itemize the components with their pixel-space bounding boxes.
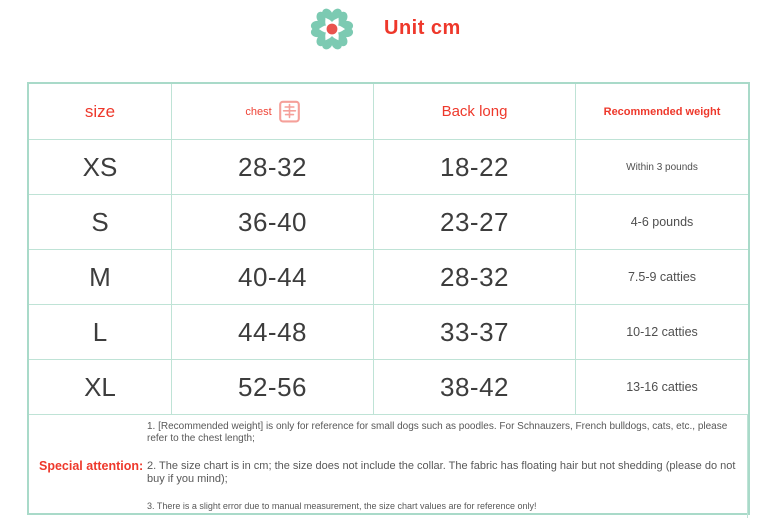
cell-size-s: S [29, 195, 172, 250]
cell-size-xs: XS [29, 140, 172, 195]
note-item-1: 1. [Recommended weight] is only for reference for small dogs such as poodles. For Schnauzers, French bulldogs, cats, etc., please refer to the chest length; [147, 421, 728, 444]
cell-chest-xs: 28-32 [172, 140, 374, 195]
special-attention-label: Special attention: [39, 459, 144, 474]
cell-weight-m: 7.5-9 catties [576, 250, 748, 305]
cell-back-l: 33-37 [374, 305, 576, 360]
cell-weight-xl: 13-16 catties [576, 360, 748, 415]
cell-weight-s: 4-6 pounds [576, 195, 748, 250]
cell-chest-s: 36-40 [172, 195, 374, 250]
col-header-back-long: Back long [374, 84, 576, 140]
cell-size-m: M [29, 250, 172, 305]
col-header-chest-label: chest [245, 105, 272, 118]
chest-girth-icon [279, 100, 300, 123]
unit-label: Unit cm [384, 17, 461, 39]
cell-size-l: L [29, 305, 172, 360]
title-bar [0, 0, 773, 60]
cell-back-s: 23-27 [374, 195, 576, 250]
flower-icon [308, 5, 356, 53]
cell-back-m: 28-32 [374, 250, 576, 305]
cell-size-xl: XL [29, 360, 172, 415]
col-header-recommended-weight: Recommended weight [576, 84, 748, 140]
col-header-size: size [29, 84, 172, 140]
special-attention-row [29, 415, 748, 518]
cell-back-xs: 18-22 [374, 140, 576, 195]
cell-weight-xs: Within 3 pounds [576, 140, 748, 195]
cell-chest-xl: 52-56 [172, 360, 374, 415]
cell-weight-l: 10-12 catties [576, 305, 748, 360]
cell-chest-l: 44-48 [172, 305, 374, 360]
size-chart-table [27, 82, 750, 515]
cell-back-xl: 38-42 [374, 360, 576, 415]
notes-list [147, 421, 739, 512]
cell-chest-m: 40-44 [172, 250, 374, 305]
note-item-3: 3. There is a slight error due to manual measurement, the size chart values are for reference only! [147, 501, 537, 512]
note-item-2: 2. The size chart is in cm; the size does not include the collar. The fabric has floating hair but not shedding (please do not buy if you mind); [147, 460, 736, 485]
col-header-chest [172, 84, 374, 140]
